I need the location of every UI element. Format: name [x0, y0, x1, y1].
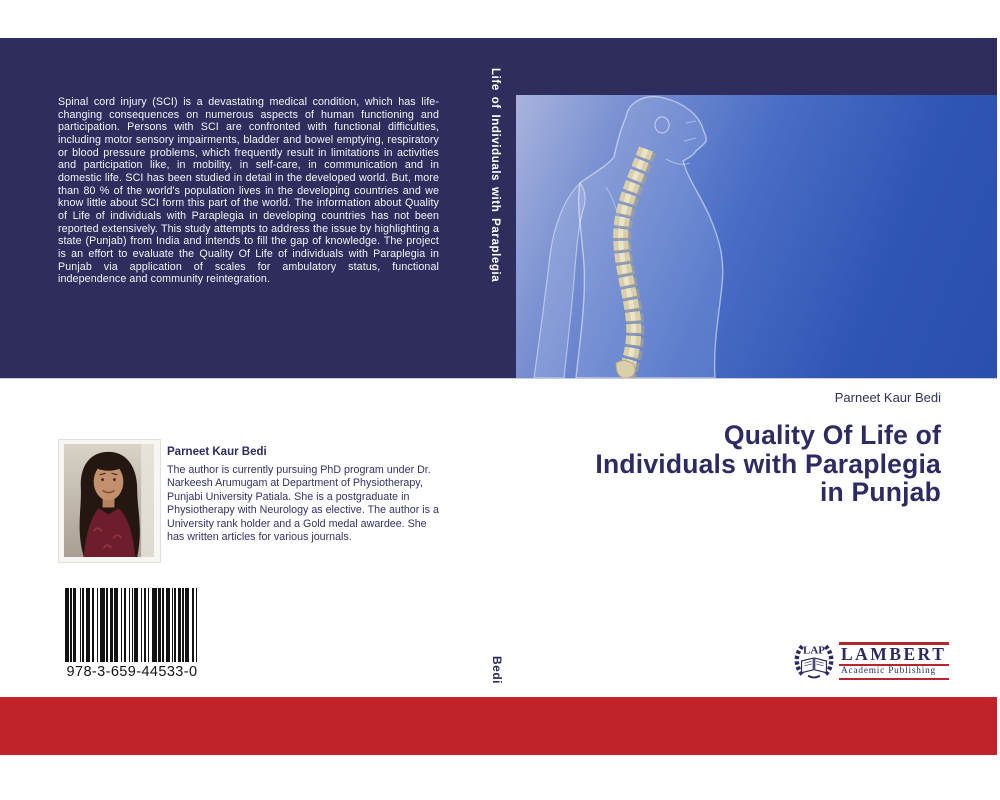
front-author-name: Parneet Kaur Bedi	[834, 390, 941, 405]
spine-author-vertical: Bedi	[490, 656, 504, 685]
publisher-subtitle: Academic Publishing	[841, 666, 936, 676]
cover-artwork	[516, 95, 997, 378]
logo-rule-bottom	[839, 678, 949, 680]
publisher-name: LAMBERT	[841, 644, 947, 664]
front-title-line2: Individuals with Paraplegia	[595, 448, 941, 479]
front-title-line1: Quality Of Life of	[723, 420, 941, 450]
human-spine-illustration-icon	[516, 95, 997, 378]
red-accent-band	[0, 697, 997, 755]
barcode	[65, 588, 199, 662]
lap-emblem-icon	[792, 636, 836, 686]
lap-text: LAP	[803, 644, 825, 657]
back-cover-blurb: Spinal cord injury (SCI) is a devastating medical condition, which has life-changing consequences on numerous aspects of human functioning and participation. Persons with SCI are confronted with functional difficulties, including motor sensory impairments, bladder and bowel emptying, respiratory or blood pressure problems, which frequently result in limitations in activities and participation like, in mobility, in self-care, in communication and in domestic life. SCI has been studied in detail in the developed world. But, more than 80 % of the world's population lives in the developing countries and we know little about SCI form this part of the world. The information about Quality of Life of individuals with Paraplegia in developing countries has not been reported extensively. This study attempts to address the issue by highlighting a state (Punjab) from India and intends to fill the gap of knowledge. The project is an effort to evaluate the Quality Of Life of individuals with Paraplegia in Punjab via application of scales for ambulatory status, functional independence and community reintegration.	[58, 96, 439, 286]
spine-title-vertical: Life of Individuals with Paraplegia	[489, 68, 501, 283]
publisher-logo	[792, 636, 949, 686]
barcode-bar	[196, 588, 197, 662]
front-title-line3: in Punjab	[819, 477, 941, 508]
author-portrait-icon	[64, 444, 154, 557]
bio-heading: Parneet Kaur Bedi	[167, 446, 267, 458]
front-title	[481, 421, 941, 507]
isbn-number: 978-3-659-44533-0	[66, 664, 198, 680]
publisher-wordmark	[839, 642, 949, 680]
laurel-book-icon	[792, 636, 836, 686]
bio-text: The author is currently pursuing PhD program under Dr. Narkeesh Arumugam at Department of Physiotherapy, Punjabi University Patiala. She is a postgraduate in Physiotherapy with Neurology as elective. The author is a University rank holder and a Gold medal awardee. She has written articles for various journals.	[167, 464, 439, 543]
author-photo	[58, 439, 161, 563]
